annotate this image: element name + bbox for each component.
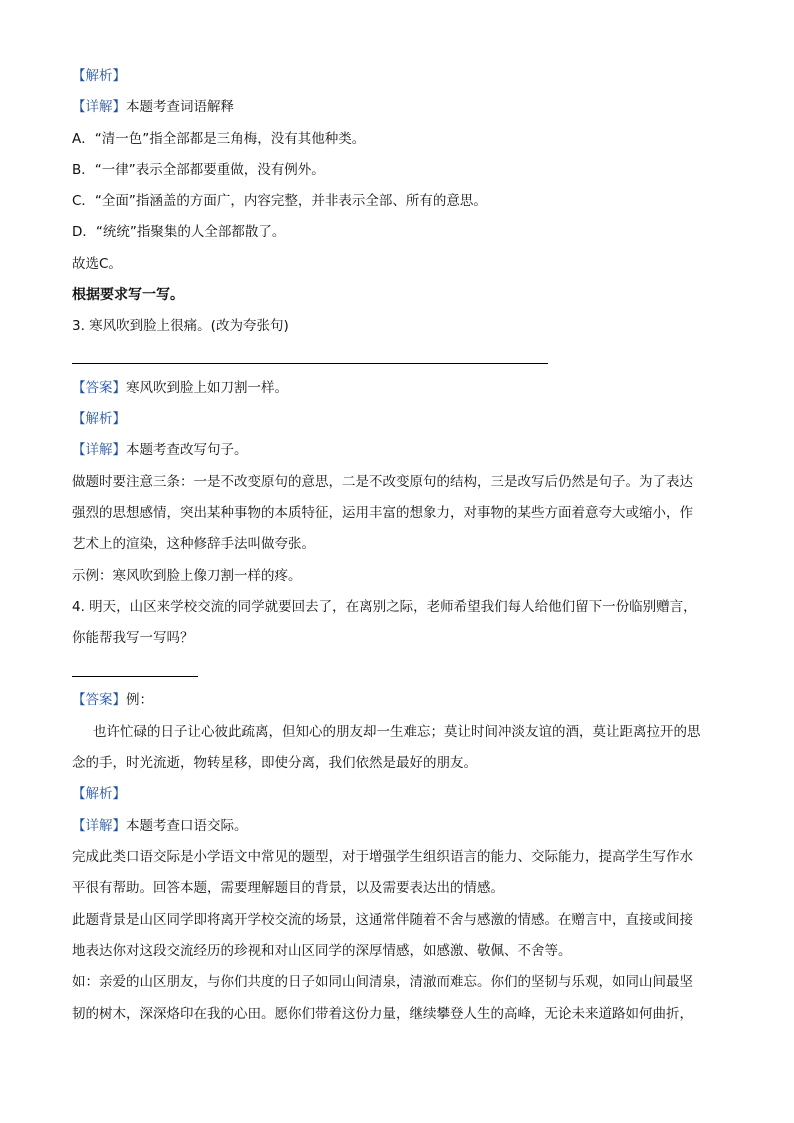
detail-text: 本题考查改写句子。 bbox=[126, 442, 248, 458]
example-line: 示例：寒风吹到脸上像刀割一样的疼。 bbox=[72, 568, 302, 584]
answer-blank-line bbox=[72, 363, 548, 364]
option-d: D．“统统”指聚集的人全部都散了。 bbox=[72, 224, 286, 240]
paragraph-line: 艺术上的渲染，这种修辞手法叫做夸张。 bbox=[72, 536, 315, 552]
analysis-tag: 【解析】 bbox=[72, 786, 126, 802]
option-c: C．“全面”指涵盖的方面广，内容完整，并非表示全部、所有的意思。 bbox=[72, 193, 487, 209]
answer-paragraph-line: 念的手，时光流逝，物转星移，即使分离，我们依然是最好的朋友。 bbox=[72, 755, 477, 771]
answer-tag: 【答案】 bbox=[72, 692, 126, 708]
paragraph-line: 完成此类口语交际是小学语文中常见的题型，对于增强学生组织语言的能力、交际能力，提高学生写作水 bbox=[72, 849, 693, 865]
paragraph-line: 地表达你对这段交流经历的珍视和对山区同学的深厚情感，如感激、敬佩、不舍等。 bbox=[72, 943, 572, 959]
paragraph-line: 做题时要注意三条：一是不改变原句的意思，二是不改变原句的结构，三是改写后仍然是句子。为了表达 bbox=[72, 474, 693, 490]
paragraph-line: 韧的树木，深深烙印在我的心田。愿你们带着这份力量，继续攀登人生的高峰，无论未来道路如何曲折， bbox=[72, 1006, 693, 1022]
detail-tag: 【详解】 bbox=[72, 818, 126, 834]
analysis-tag: 【解析】 bbox=[72, 411, 126, 427]
detail-line bbox=[72, 440, 248, 460]
question-text: 你能帮我写一写吗？ bbox=[72, 630, 194, 646]
detail-line bbox=[72, 97, 234, 117]
answer-line bbox=[72, 378, 288, 398]
section-title: 根据要求写一写。 bbox=[72, 287, 184, 303]
detail-tag: 【详解】 bbox=[72, 442, 126, 458]
paragraph-line: 平很有帮助。回答本题，需要理解题目的背景，以及需要表达出的情感。 bbox=[72, 880, 504, 896]
answer-paragraph-line: 也许忙碌的日子让心彼此疏离，但知心的朋友却一生难忘；莫让时间冲淡友谊的酒，莫让距离拉开的思 bbox=[93, 724, 701, 740]
answer-line bbox=[72, 690, 153, 710]
option-a: A．“清一色”指全部都是三角梅，没有其他种类。 bbox=[72, 131, 366, 147]
detail-tag: 【详解】 bbox=[72, 99, 126, 115]
question-text: 4. 明天，山区来学校交流的同学就要回去了，在离别之际，老师希望我们每人给他们留下一份临别赠言， bbox=[72, 599, 697, 615]
answer-text: 寒风吹到脸上如刀割一样。 bbox=[126, 380, 288, 396]
option-b: B．“一律”表示全部都要重做，没有例外。 bbox=[72, 162, 325, 178]
detail-line bbox=[72, 816, 248, 836]
analysis-tag: 【解析】 bbox=[72, 68, 126, 84]
question-text: 3. 寒风吹到脸上很痛。(改为夸张句) bbox=[72, 318, 289, 334]
detail-text: 本题考查词语解释 bbox=[126, 99, 234, 115]
paragraph-line: 此题背景是山区同学即将离开学校交流的场景，这通常伴随着不舍与感激的情感。在赠言中，直接或间接 bbox=[72, 912, 693, 928]
paragraph-line: 如：亲爱的山区朋友，与你们共度的日子如同山间清泉，清澈而难忘。你们的坚韧与乐观，如同山间最坚 bbox=[72, 974, 693, 990]
conclusion: 故选C。 bbox=[72, 256, 122, 272]
paragraph-line: 强烈的思想感情，突出某种事物的本质特征，运用丰富的想象力，对事物的某些方面着意夸大或缩小，作 bbox=[72, 505, 693, 521]
detail-text: 本题考查口语交际。 bbox=[126, 818, 248, 834]
answer-tag: 【答案】 bbox=[72, 380, 126, 396]
answer-blank-line bbox=[72, 676, 198, 677]
answer-text: 例： bbox=[126, 692, 153, 708]
